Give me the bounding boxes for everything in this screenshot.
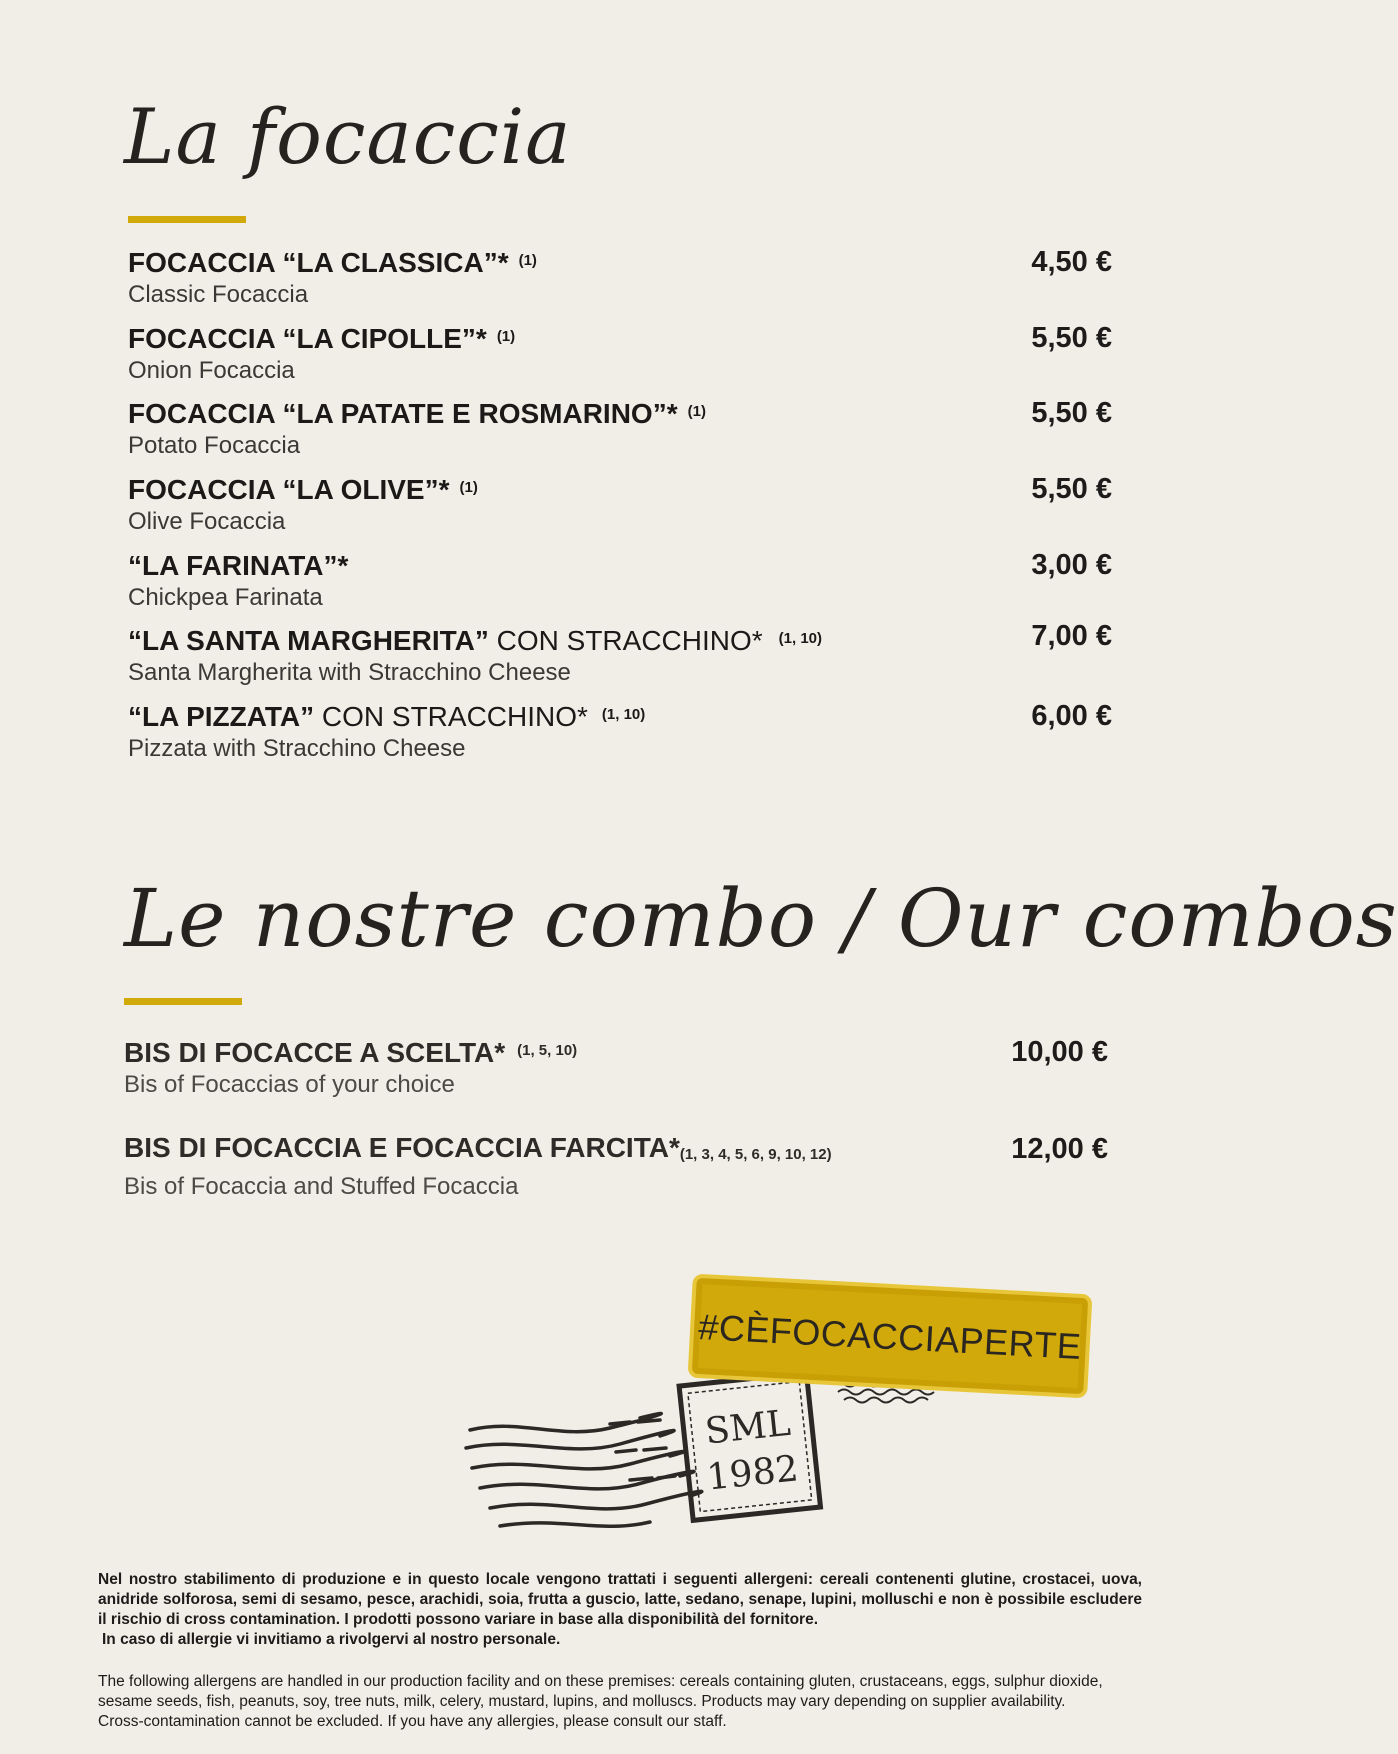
menu-item: [128, 395, 1112, 461]
item-allergens: (1, 10): [778, 630, 823, 647]
item-price: 5,50 €: [1031, 322, 1112, 354]
item-price: 3,00 €: [1031, 549, 1112, 581]
item-name: “LA PIZZATA” CON STRACCHINO* $^{(1, 10)}$: [128, 701, 646, 732]
item-name: FOCACCIA “LA CIPOLLE”* $^{(1)}$: [128, 323, 516, 354]
item-name: FOCACCIA “LA PATATE E ROSMARINO”* $^{(1)}$: [128, 398, 706, 429]
item-price: 10,00 €: [1011, 1036, 1108, 1068]
allergen-contact-it: In caso di allergie vi invitiamo a rivolgervi al nostro personale.: [102, 1631, 561, 1648]
item-description: Chickpea Farinata: [128, 584, 323, 611]
title-underline: [124, 998, 242, 1005]
menu-item: [124, 1034, 1108, 1100]
decorative-stamp: [460, 1268, 1110, 1538]
item-allergens: (1, 3, 4, 5, 6, 9, 10, 12): [679, 1146, 832, 1163]
item-description: Santa Margherita with Stracchino Cheese: [128, 659, 571, 686]
item-price: 5,50 €: [1031, 473, 1112, 505]
item-description: Bis of Focaccias of your choice: [124, 1071, 455, 1098]
menu-item: [128, 698, 1112, 764]
item-name: BIS DI FOCACCIA E FOCACCIA FARCITA*(1, 3, 4, 5, 6, 9, 10, 12): [124, 1132, 832, 1163]
menu-item: [128, 471, 1112, 537]
item-description: Onion Focaccia: [128, 357, 295, 384]
allergen-text-it: Nel nostro stabilimento di produzione e in questo locale vengono trattati i seguenti allergeni: cereali contenenti glutine, crostacei, uova, anidride solforosa, semi di sesamo, pesce, arachidi, soia, frutta a guscio, latte, sedano, senape, lupini, molluschi e non è possibile escludere il rischio di cross contamination. I prodotti possono variare in base alla disponibilità del fornitore.: [98, 1571, 1142, 1628]
allergen-notice-it: [98, 1570, 1142, 1650]
item-price: 5,50 €: [1031, 397, 1112, 429]
item-price: 4,50 €: [1031, 246, 1112, 278]
allergen-text-en: The following allergens are handled in our production facility and on these premises: cereals containing gluten, crustaceans, eggs, sulphur dioxide, sesame seeds, fish, peanuts, soy, tree nuts, milk, celery, mustard, lupins, and molluscs. Products may vary depending on supplier availability.: [98, 1673, 1103, 1710]
item-price: 7,00 €: [1031, 620, 1112, 652]
allergen-notice-en: [98, 1672, 1142, 1732]
section-title-combos: Le nostre combo / Our combos: [124, 872, 1398, 965]
item-allergens: (1): [459, 479, 478, 496]
section-title-focaccia: La focaccia: [124, 92, 572, 181]
item-price: 12,00 €: [1011, 1133, 1108, 1165]
item-description: Bis of Focaccia and Stuffed Focaccia: [124, 1173, 519, 1200]
menu-item: [124, 1131, 1108, 1202]
item-description: Pizzata with Stracchino Cheese: [128, 735, 466, 762]
menu-item: [128, 547, 1112, 613]
item-description: Olive Focaccia: [128, 508, 286, 535]
item-description: Potato Focaccia: [128, 432, 301, 459]
svg-text:SML: SML: [703, 1402, 793, 1453]
menu-item: [128, 244, 1112, 310]
item-name: BIS DI FOCACCE A SCELTA* $^{(1, 5, 10)}$: [124, 1037, 578, 1068]
item-allergens: (1): [496, 328, 516, 345]
item-name: FOCACCIA “LA OLIVE”* $^{(1)}$: [128, 474, 478, 505]
item-name: “LA SANTA MARGHERITA” CON STRACCHINO* $^{(1, 10)}$: [128, 625, 823, 656]
item-name: “LA FARINATA”*: [128, 550, 349, 581]
menu-item: [128, 622, 1112, 688]
hashtag-label: #CÈFOCACCIAPERTE: [688, 1274, 1093, 1399]
svg-text:1982: 1982: [704, 1448, 801, 1499]
item-allergens: (1): [687, 403, 706, 420]
item-allergens: (1): [518, 252, 537, 269]
allergen-contact-en: Cross-contamination cannot be excluded. If you have any allergies, please consult our staff.: [98, 1713, 727, 1730]
item-allergens: (1, 10): [601, 706, 646, 723]
title-underline: [128, 216, 246, 223]
item-price: 6,00 €: [1031, 700, 1112, 732]
item-allergens: (1, 5, 10): [517, 1042, 578, 1059]
item-name: FOCACCIA “LA CLASSICA”* $^{(1)}$: [128, 247, 537, 278]
item-description: Classic Focaccia: [128, 281, 309, 308]
menu-item: [128, 320, 1112, 386]
